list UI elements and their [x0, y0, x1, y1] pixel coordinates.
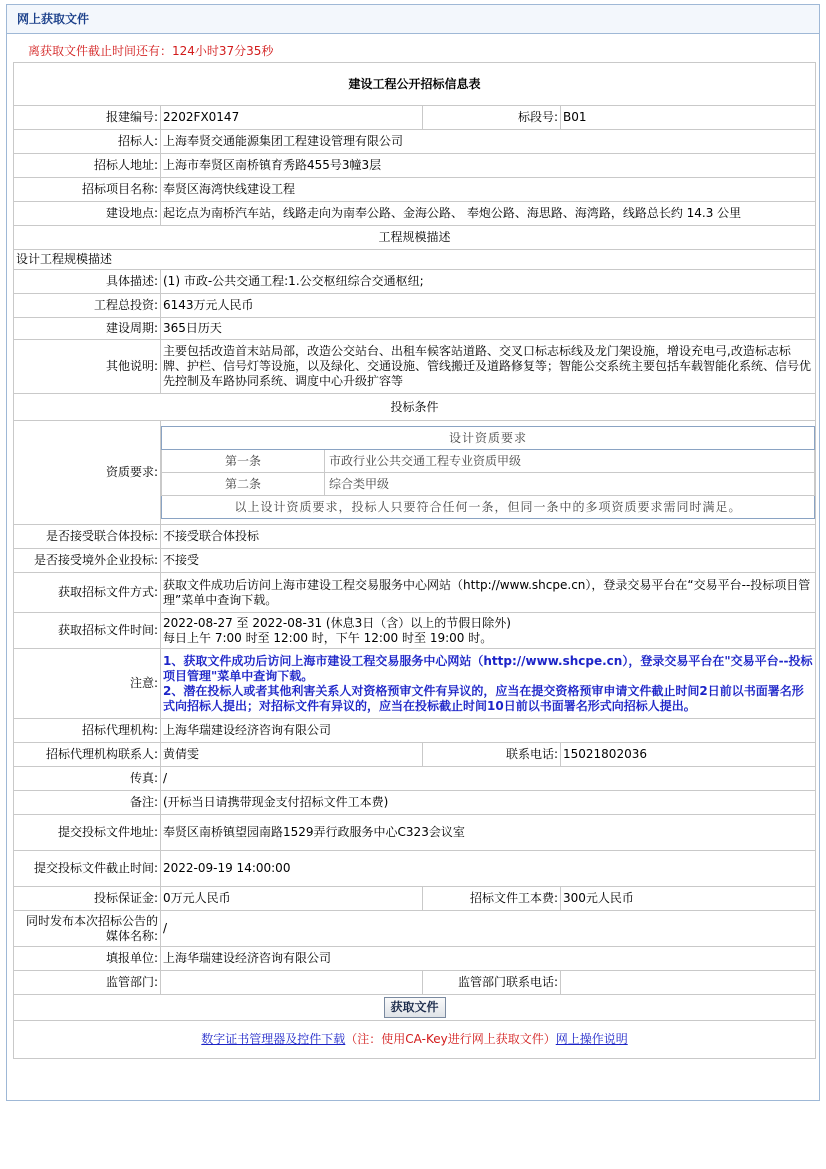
- qualification-item-text: 综合类甲级: [325, 473, 815, 496]
- notice-value: [161, 649, 816, 719]
- operation-guide-link[interactable]: 网上操作说明: [555, 1032, 628, 1046]
- contact-label: 招标代理机构联系人:: [14, 743, 161, 767]
- other-label: 其他说明:: [14, 340, 161, 394]
- cert-tool-download-link[interactable]: 数字证书管理器及控件下载: [201, 1032, 346, 1046]
- project-name-value: 奉贤区海湾快线建设工程: [161, 178, 816, 202]
- button-row: [14, 995, 816, 1021]
- time-line-2: 每日上午 7:00 时至 12:00 时，下午 12:00 时至 19:00 时。: [163, 630, 493, 645]
- deadline-label: 提交投标文件截止时间:: [14, 851, 161, 887]
- get-file-button[interactable]: 获取文件: [384, 997, 446, 1018]
- tenderer-value: 上海奉贤交通能源集团工程建设管理有限公司: [161, 130, 816, 154]
- supervisor-phone-label: 监管部门联系电话:: [423, 971, 561, 995]
- section-no-label: 标段号:: [423, 106, 561, 130]
- fax-value: /: [161, 767, 816, 791]
- qualification-label: 资质要求:: [14, 421, 161, 525]
- other-value: 主要包括改造首末站局部，改造公交站台、出租车候客站道路、交叉口标志标线及龙门架设施，增设充电弓,改造标志标牌、护栏、信号灯等设施，以及绿化、交通设施、管线搬迁及道路修复等；智能公交系统主要包括车载智能化系统、信号优先控制及车路协同系统、调度中心升级扩容等: [161, 340, 816, 394]
- supervisor-value: [161, 971, 423, 995]
- project-name-label: 招标项目名称:: [14, 178, 161, 202]
- ca-key-note: （注：使用CA-Key进行网上获取文件）: [345, 1032, 556, 1046]
- section-no-value: B01: [561, 106, 816, 130]
- phone-value: 15021802036: [561, 743, 816, 767]
- detail-label: 具体描述:: [14, 270, 161, 294]
- doc-fee-label: 招标文件工本费:: [423, 887, 561, 911]
- time-label: 获取招标文件时间:: [14, 613, 161, 649]
- consortium-label: 是否接受联合体投标:: [14, 525, 161, 549]
- media-value: /: [161, 911, 816, 947]
- project-no-value: 2202FX0147: [161, 106, 423, 130]
- location-label: 建设地点:: [14, 202, 161, 226]
- links-row: [14, 1021, 816, 1059]
- investment-value: 6143万元人民币: [161, 294, 816, 318]
- filler-label: 填报单位:: [14, 947, 161, 971]
- foreign-label: 是否接受境外企业投标:: [14, 549, 161, 573]
- form-title: 建设工程公开招标信息表: [14, 63, 816, 106]
- supervisor-phone-value: [561, 971, 816, 995]
- period-label: 建设周期:: [14, 318, 161, 340]
- location-value: 起讫点为南桥汽车站，线路走向为南奉公路、金海公路、 奉炮公路、海思路、海湾路，线路总长约 14.3 公里: [161, 202, 816, 226]
- fax-label: 传真:: [14, 767, 161, 791]
- submit-address-value: 奉贤区南桥镇望园南路1529弄行政服务中心C323会议室: [161, 815, 816, 851]
- qualification-item-no: 第二条: [162, 473, 325, 496]
- agency-label: 招标代理机构:: [14, 719, 161, 743]
- time-value: [161, 613, 816, 649]
- notice-1: 1、获取文件成功后访问上海市建设工程交易服务中心网站（http://www.shcpe.cn），登录交易平台在"交易平台--投标项目管理"菜单中查询下载。: [163, 653, 813, 683]
- project-no-label: 报建编号:: [14, 106, 161, 130]
- remark-value: (开标当日请携带现金支付招标文件工本费): [161, 791, 816, 815]
- panel-title: 网上获取文件: [7, 5, 819, 34]
- detail-value: (1) 市政-公共交通工程:1.公交枢纽综合交通枢纽;: [161, 270, 816, 294]
- period-value: 365日历天: [161, 318, 816, 340]
- deposit-label: 投标保证金:: [14, 887, 161, 911]
- design-scale-heading: 设计工程规模描述: [14, 250, 816, 270]
- submit-address-label: 提交投标文件地址:: [14, 815, 161, 851]
- time-line-1: 2022-08-27 至 2022-08-31 (休息3日（含）以上的节假日除外): [163, 615, 511, 630]
- tenderer-address-value: 上海市奉贤区南桥镇育秀路455号3幢3层: [161, 154, 816, 178]
- investment-label: 工程总投资:: [14, 294, 161, 318]
- method-label: 获取招标文件方式:: [14, 573, 161, 613]
- notice-2: 2、潜在投标人或者其他利害关系人对资格预审文件有异议的，应当在提交资格预审申请文件截止时间2日前以书面署名形式向招标人提出；对招标文件有异议的，应当在投标截止时间10日前以书面署名形式向招标人提出。: [163, 683, 804, 713]
- foreign-value: 不接受: [161, 549, 816, 573]
- media-label: 同时发布本次招标公告的媒体名称:: [14, 911, 161, 947]
- remark-label: 备注:: [14, 791, 161, 815]
- tenderer-address-label: 招标人地址:: [14, 154, 161, 178]
- phone-label: 联系电话:: [423, 743, 561, 767]
- qualification-item-no: 第一条: [162, 450, 325, 473]
- scale-section-heading: 工程规模描述: [14, 226, 816, 250]
- agency-value: 上海华瑞建设经济咨询有限公司: [161, 719, 816, 743]
- doc-fee-value: 300元人民币: [561, 887, 816, 911]
- qualification-header: 设计资质要求: [162, 427, 815, 450]
- qualification-item-text: 市政行业公共交通工程专业资质甲级: [325, 450, 815, 473]
- tender-info-table: [13, 62, 816, 1059]
- bid-section-heading: 投标条件: [14, 394, 816, 421]
- supervisor-label: 监管部门:: [14, 971, 161, 995]
- tenderer-label: 招标人:: [14, 130, 161, 154]
- deadline-value: 2022-09-19 14:00:00: [161, 851, 816, 887]
- filler-value: 上海华瑞建设经济咨询有限公司: [161, 947, 816, 971]
- countdown-timer: 离获取文件截止时间还有：124小时37分35秒: [28, 44, 274, 58]
- deposit-value: 0万元人民币: [161, 887, 423, 911]
- notice-label: 注意:: [14, 649, 161, 719]
- contact-value: 黄倩雯: [161, 743, 423, 767]
- qualification-table: [161, 426, 815, 519]
- qualification-cell: [161, 421, 816, 525]
- method-value: 获取文件成功后访问上海市建设工程交易服务中心网站（http://www.shcpe.cn），登录交易平台在“交易平台--投标项目管理”菜单中查询下载。: [161, 573, 816, 613]
- qualification-note: 以上设计资质要求，投标人只要符合任何一条，但同一条中的多项资质要求需同时满足。: [162, 496, 815, 519]
- consortium-value: 不接受联合体投标: [161, 525, 816, 549]
